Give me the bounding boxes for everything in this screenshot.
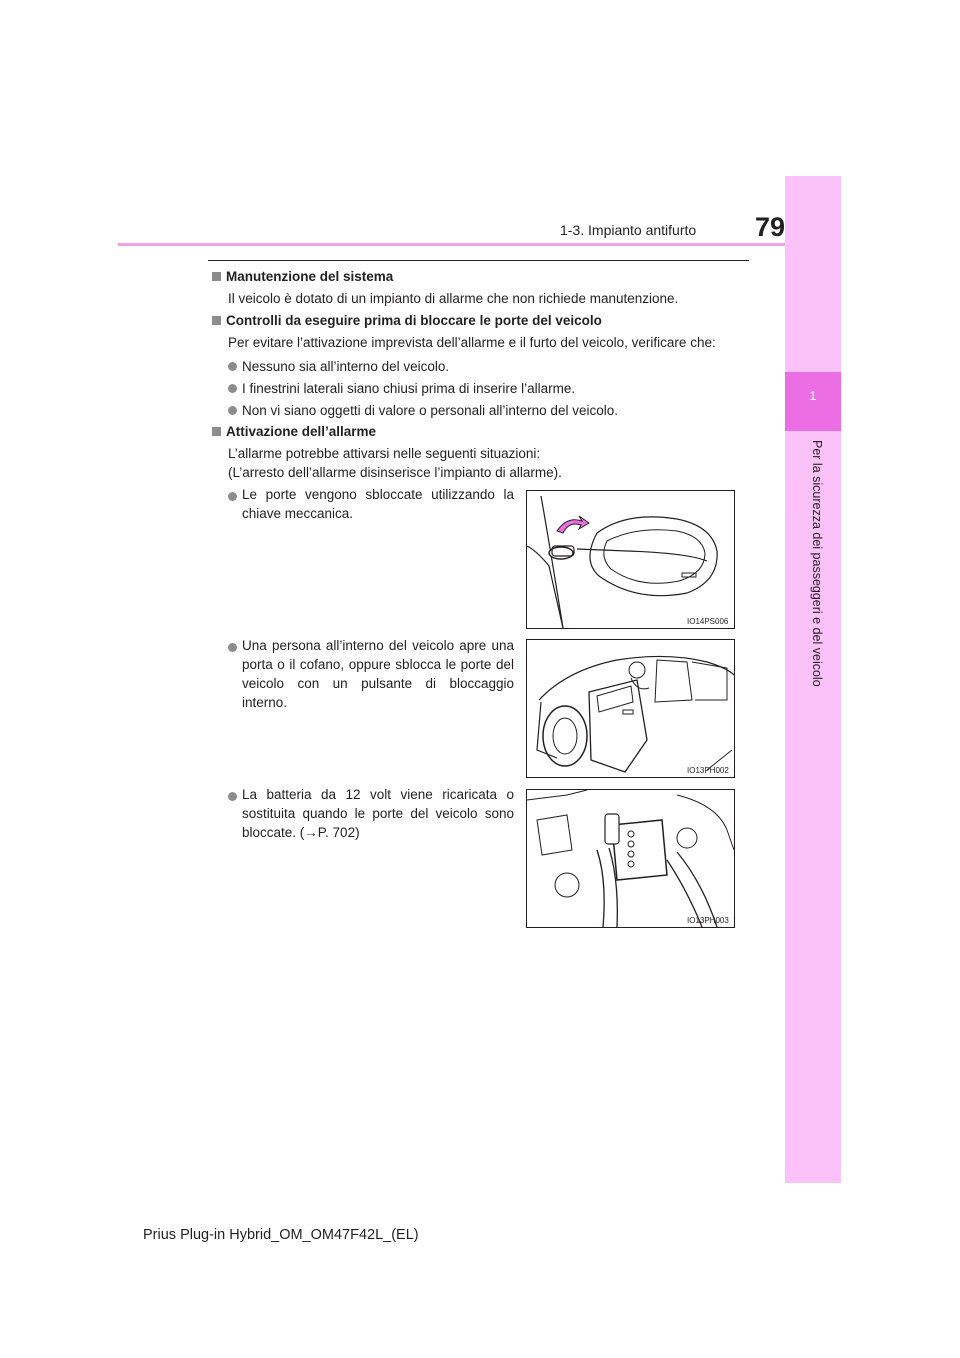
list-item: Nessuno sia all’interno del veicolo.: [228, 357, 449, 376]
figure-battery: [526, 789, 735, 928]
list-item: I finestrini laterali siano chiusi prima di inserire l’allarme.: [228, 379, 575, 398]
heading-activation: Attivazione dell’allarme: [212, 424, 376, 439]
footer-document-id: Prius Plug-in Hybrid_OM_OM47F42L_(EL): [143, 1227, 419, 1243]
chapter-title: Per la sicurezza dei passeggeri e del veicolo: [810, 440, 824, 687]
paragraph: Per evitare l’attivazione imprevista dell’allarme e il furto del veicolo, verificare che:: [228, 335, 716, 350]
car-door-illustration: [527, 640, 734, 777]
dot-bullet-icon: [228, 362, 237, 371]
paragraph: Il veicolo è dotato di un impianto di allarme che non richiede manutenzione.: [228, 291, 679, 306]
content-rule: [208, 260, 749, 261]
square-bullet-icon: [212, 272, 221, 281]
list-item: La batteria da 12 volt viene ricaricata o sostituita quando le porte del veicolo sono bloccate. (→P. 702): [242, 787, 514, 840]
dot-bullet-icon: [228, 487, 242, 506]
heading-maintenance: Manutenzione del sistema: [212, 269, 393, 284]
list-item: Una persona all’interno del veicolo apre una porta o il cofano, oppure sblocca le porte del veicolo con un pulsante di bloccaggio interno.: [242, 638, 514, 710]
list-item: Le porte vengono sbloccate utilizzando la chiave meccanica.: [242, 487, 514, 521]
page-number: 79: [755, 212, 786, 242]
chapter-number: 1: [809, 388, 817, 403]
figure-code: IO14PS006: [687, 617, 729, 626]
figure-car-door: [526, 639, 735, 778]
header-rule: [118, 243, 785, 246]
dot-bullet-icon: [228, 638, 242, 657]
paragraph: L’allarme potrebbe attivarsi nelle seguenti situazioni:: [228, 446, 541, 461]
door-handle-illustration: [527, 491, 734, 628]
figure-code: IO13PH002: [687, 766, 729, 775]
list-item: Non vi siano oggetti di valore o personali all’interno del veicolo.: [228, 401, 618, 420]
figure-code: IO13PH003: [687, 916, 729, 925]
square-bullet-icon: [212, 427, 221, 436]
dot-bullet-icon: [228, 787, 242, 806]
dot-bullet-icon: [228, 406, 237, 415]
paragraph: (L’arresto dell’allarme disinserisce l’impianto di allarme).: [228, 465, 562, 480]
section-title: 1-3. Impianto antifurto: [560, 222, 697, 238]
square-bullet-icon: [212, 316, 221, 325]
dot-bullet-icon: [228, 384, 237, 393]
heading-checks: Controlli da eseguire prima di bloccare le porte del veicolo: [212, 313, 602, 328]
figure-door-key: [526, 490, 735, 629]
battery-engine-bay-illustration: [527, 790, 734, 927]
